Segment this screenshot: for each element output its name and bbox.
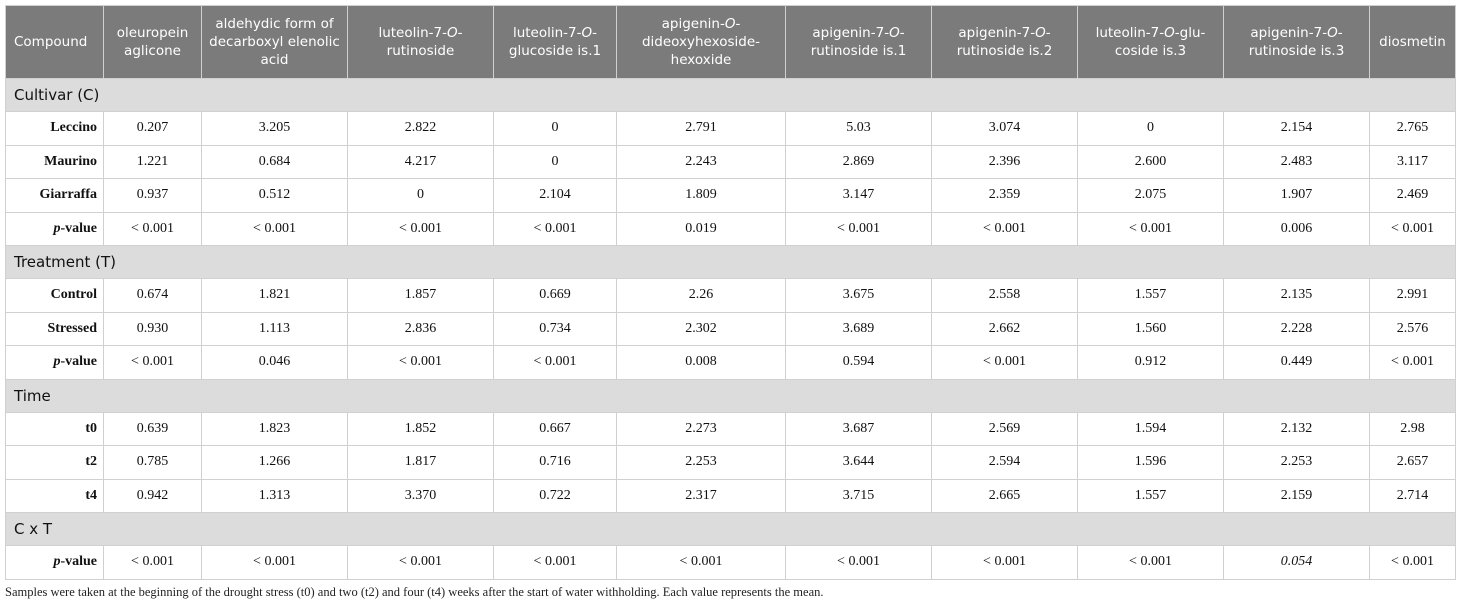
column-header (617, 6, 786, 79)
table-cell: 2.765 (1370, 112, 1456, 146)
table-footnote: Samples were taken at the beginning of the drought stress (t0) and two (t2) and four (t4) weeks after the start of water withholding. Each value represents the mean. (5, 584, 824, 599)
table-cell: 0.674 (104, 279, 202, 313)
table-cell: 2.154 (1224, 112, 1370, 146)
column-header-text: oleuropein aglicone (116, 25, 189, 59)
table-cell: 2.104 (494, 179, 617, 213)
row-label: Maurino (6, 145, 104, 179)
row-label: t0 (6, 412, 104, 446)
group-title: Cultivar (C) (6, 79, 1456, 112)
table-cell: 2.075 (1078, 179, 1224, 213)
table-cell: 1.821 (202, 279, 348, 313)
table-cell: 0.785 (104, 446, 202, 480)
table-cell: 0.046 (202, 346, 348, 380)
row-label: t4 (6, 479, 104, 513)
column-header-text: -rutinoside is.1 (810, 25, 907, 59)
table-cell: 0.942 (104, 479, 202, 513)
table-cell: 3.117 (1370, 145, 1456, 179)
table-cell: 0.684 (202, 145, 348, 179)
table-cell: 2.714 (1370, 479, 1456, 513)
table-cell: < 0.001 (104, 212, 202, 246)
table-row (6, 479, 1456, 513)
table-cell: < 0.001 (348, 546, 494, 580)
table-cell: 2.253 (617, 446, 786, 480)
table-cell: 1.221 (104, 145, 202, 179)
table-cell: 3.689 (786, 312, 932, 346)
table-cell: 0.594 (786, 346, 932, 380)
table-cell: < 0.001 (494, 212, 617, 246)
table-cell: 2.135 (1224, 279, 1370, 313)
column-header (348, 6, 494, 79)
table-cell: 1.594 (1078, 412, 1224, 446)
table-cell: 0.734 (494, 312, 617, 346)
group-title: Time (6, 379, 1456, 412)
group-title: C x T (6, 513, 1456, 546)
row-label-rest: -value (60, 220, 97, 236)
table-cell: 3.675 (786, 279, 932, 313)
table-cell: < 0.001 (1370, 212, 1456, 246)
table-cell: 1.596 (1078, 446, 1224, 480)
table-cell: < 0.001 (104, 346, 202, 380)
header-row (6, 6, 1456, 79)
table-cell: 2.253 (1224, 446, 1370, 480)
table-row (6, 145, 1456, 179)
table-row (6, 279, 1456, 313)
table-cell: 0.008 (617, 346, 786, 380)
table-cell: 1.560 (1078, 312, 1224, 346)
table-cell: < 0.001 (786, 212, 932, 246)
table-cell: 3.074 (932, 112, 1078, 146)
table-cell: 5.03 (786, 112, 932, 146)
table-cell: < 0.001 (786, 546, 932, 580)
column-header-text: -glu-coside is.3 (1114, 25, 1206, 59)
group-row-treatment-t (6, 246, 1456, 279)
table-cell: 0.667 (494, 412, 617, 446)
table-cell: < 0.001 (1370, 346, 1456, 380)
table-cell: 3.687 (786, 412, 932, 446)
column-header-text: luteolin-7- (1095, 25, 1165, 41)
table-cell: 2.317 (617, 479, 786, 513)
table-row (6, 346, 1456, 380)
column-header-text: O (724, 16, 736, 32)
column-header-text: O (1327, 25, 1338, 41)
column-header-text: O (889, 25, 900, 41)
column-header-text: -dideoxyhexoside-hexoxide (641, 16, 760, 68)
row-label: t2 (6, 446, 104, 480)
table-cell: < 0.001 (202, 546, 348, 580)
group-row-cultivar-c (6, 79, 1456, 112)
column-header (104, 6, 202, 79)
table-cell: 0.019 (617, 212, 786, 246)
table-cell: 1.313 (202, 479, 348, 513)
table-cell: 1.557 (1078, 279, 1224, 313)
table-cell: 2.869 (786, 145, 932, 179)
table-cell: 0 (494, 112, 617, 146)
table-cell: < 0.001 (348, 212, 494, 246)
row-label-italic: p (53, 554, 61, 570)
table-cell: 2.302 (617, 312, 786, 346)
table-cell: 2.600 (1078, 145, 1224, 179)
table-cell: 1.266 (202, 446, 348, 480)
row-label-rest: -value (60, 554, 97, 570)
table-cell: 2.273 (617, 412, 786, 446)
table-cell: 2.991 (1370, 279, 1456, 313)
table-cell: < 0.001 (202, 212, 348, 246)
column-header-text: diosmetin (1379, 34, 1446, 50)
group-row-c-x-t (6, 513, 1456, 546)
table-cell: < 0.001 (1370, 546, 1456, 580)
table-cell: 2.159 (1224, 479, 1370, 513)
table-cell: 3.370 (348, 479, 494, 513)
column-header-text: Compound (14, 34, 88, 50)
row-label (6, 212, 104, 246)
column-header-text: luteolin-7- (512, 25, 582, 41)
table-cell: 0.449 (1224, 346, 1370, 380)
table-cell: 2.469 (1370, 179, 1456, 213)
table-cell: 2.822 (348, 112, 494, 146)
table-cell: 1.809 (617, 179, 786, 213)
table-cell: 3.715 (786, 479, 932, 513)
column-header-text: O (447, 25, 458, 41)
column-header (1224, 6, 1370, 79)
table-cell: 0 (348, 179, 494, 213)
row-label: Control (6, 279, 104, 313)
column-header-text: apigenin-7- (1250, 25, 1328, 41)
table-row (6, 412, 1456, 446)
table-row (6, 179, 1456, 213)
table-cell: 2.26 (617, 279, 786, 313)
column-header-text: -rutinoside is.2 (956, 25, 1053, 59)
row-label (6, 546, 104, 580)
table-cell: < 0.001 (348, 346, 494, 380)
table-cell: 3.644 (786, 446, 932, 480)
table-cell: 2.132 (1224, 412, 1370, 446)
table-cell: 2.836 (348, 312, 494, 346)
column-header (786, 6, 932, 79)
table-cell: 2.359 (932, 179, 1078, 213)
row-label-italic: p (53, 354, 61, 370)
table-row (6, 212, 1456, 246)
table-cell: 2.657 (1370, 446, 1456, 480)
column-header-text: -glucoside is.1 (508, 25, 602, 59)
table-cell: 2.558 (932, 279, 1078, 313)
table-cell: < 0.001 (494, 346, 617, 380)
column-header-text: luteolin-7- (378, 25, 448, 41)
column-header (932, 6, 1078, 79)
table-cell: 3.147 (786, 179, 932, 213)
table-row (6, 546, 1456, 580)
table-cell: 2.665 (932, 479, 1078, 513)
table-cell: < 0.001 (932, 346, 1078, 380)
table-cell: 1.557 (1078, 479, 1224, 513)
table-cell: 4.217 (348, 145, 494, 179)
table-cell: 1.817 (348, 446, 494, 480)
table-cell: 0.912 (1078, 346, 1224, 380)
row-label-italic: p (53, 220, 61, 236)
table-cell: 1.852 (348, 412, 494, 446)
column-header-text: apigenin- (661, 16, 725, 32)
table-cell: 2.396 (932, 145, 1078, 179)
table-cell: 1.907 (1224, 179, 1370, 213)
table-container (5, 5, 1455, 600)
table-cell: 2.483 (1224, 145, 1370, 179)
table-row (6, 112, 1456, 146)
table-cell: 0.669 (494, 279, 617, 313)
table-cell: 0.512 (202, 179, 348, 213)
column-header-text: apigenin-7- (958, 25, 1036, 41)
table-cell: < 0.001 (494, 546, 617, 580)
table-row (6, 446, 1456, 480)
column-header (202, 6, 348, 79)
table-cell: 2.594 (932, 446, 1078, 480)
table-cell: 0.937 (104, 179, 202, 213)
table-cell: 0 (494, 145, 617, 179)
column-header (1078, 6, 1224, 79)
table-cell: < 0.001 (932, 546, 1078, 580)
table-cell: 2.243 (617, 145, 786, 179)
column-header-text: aldehydic form of decarboxyl elenolic acid (209, 16, 340, 68)
table-cell: 0.639 (104, 412, 202, 446)
table-cell: 0.054 (1224, 546, 1370, 580)
row-label (6, 346, 104, 380)
column-header-text: apigenin-7- (812, 25, 890, 41)
column-header (494, 6, 617, 79)
table-cell: 1.857 (348, 279, 494, 313)
table-cell: 1.113 (202, 312, 348, 346)
table-cell: 2.569 (932, 412, 1078, 446)
table-cell: 0.006 (1224, 212, 1370, 246)
table-cell: < 0.001 (932, 212, 1078, 246)
table-cell: < 0.001 (1078, 546, 1224, 580)
table-cell: < 0.001 (1078, 212, 1224, 246)
row-label: Stressed (6, 312, 104, 346)
group-row-time (6, 379, 1456, 412)
column-header-text: O (581, 25, 593, 41)
column-header (1370, 6, 1456, 79)
table-cell: 3.205 (202, 112, 348, 146)
table-cell: 2.791 (617, 112, 786, 146)
group-title: Treatment (T) (6, 246, 1456, 279)
table-cell: < 0.001 (104, 546, 202, 580)
table-header (6, 6, 1456, 79)
column-header-compound (6, 6, 104, 79)
table-cell: 0.930 (104, 312, 202, 346)
table-cell: 0.716 (494, 446, 617, 480)
table-cell: 2.228 (1224, 312, 1370, 346)
table-cell: 2.576 (1370, 312, 1456, 346)
data-table (5, 5, 1456, 580)
table-row (6, 312, 1456, 346)
table-cell: < 0.001 (617, 546, 786, 580)
table-cell: 2.662 (932, 312, 1078, 346)
column-header-text: O (1164, 25, 1175, 41)
row-label-rest: -value (60, 354, 97, 370)
table-cell: 0 (1078, 112, 1224, 146)
table-cell: 0.722 (494, 479, 617, 513)
column-header-text: -rutinoside is.3 (1248, 25, 1345, 59)
row-label: Leccino (6, 112, 104, 146)
table-cell: 0.207 (104, 112, 202, 146)
column-header-text: O (1035, 25, 1046, 41)
table-cell: 1.823 (202, 412, 348, 446)
table-body (6, 79, 1456, 580)
row-label: Giarraffa (6, 179, 104, 213)
table-cell: 2.98 (1370, 412, 1456, 446)
column-header-text: -rutinoside (386, 25, 463, 59)
